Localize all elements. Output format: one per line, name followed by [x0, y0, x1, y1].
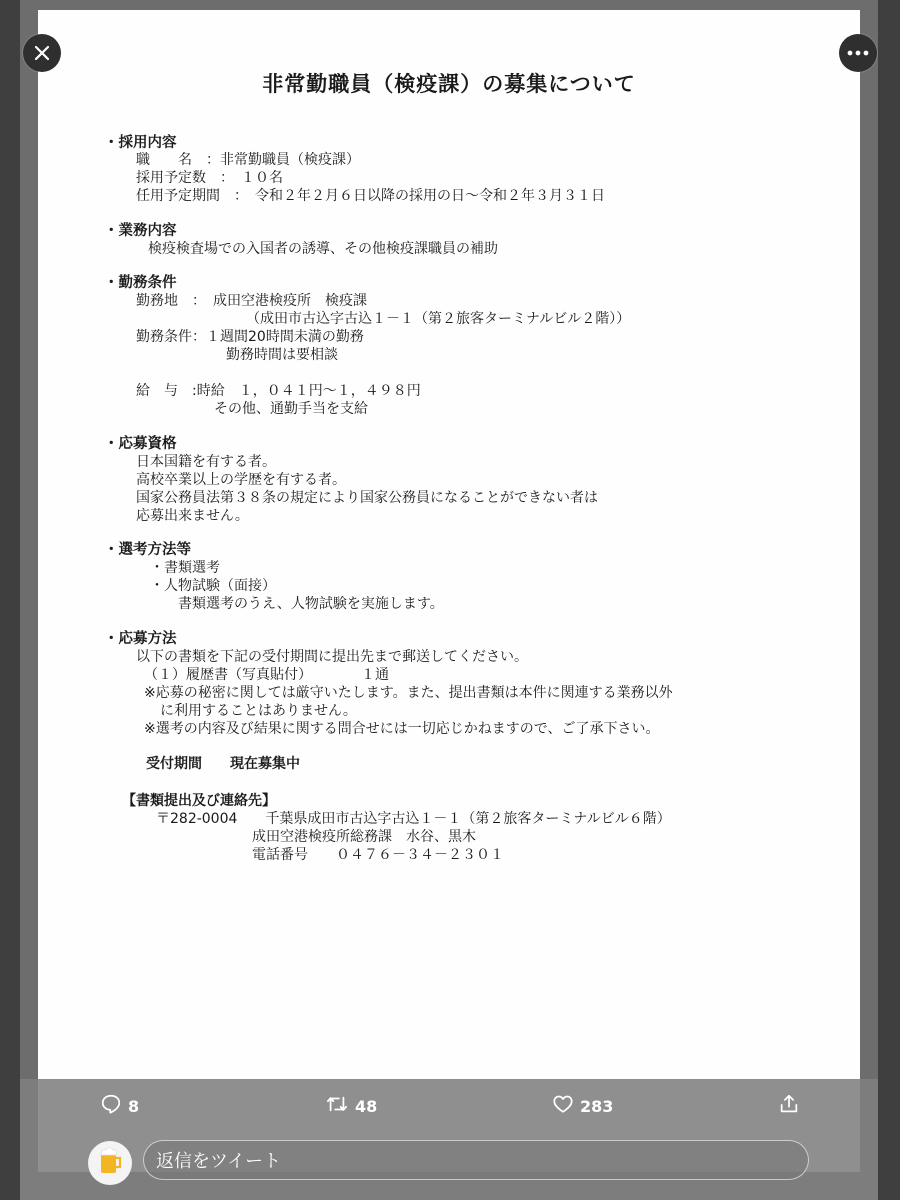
- reply-icon: [100, 1093, 122, 1119]
- section-heading: ・業務内容: [104, 223, 177, 239]
- doc-line: ・人物試験（面接）: [150, 578, 276, 594]
- doc-line: （１）履歴書（写真貼付） １通: [144, 667, 389, 683]
- reply-row: [20, 1137, 878, 1187]
- doc-line: 勤務地 ： 成田空港検疫所 検疫課: [136, 293, 367, 309]
- doc-line: 勤務条件：１週間20時間未満の勤務: [136, 329, 364, 345]
- doc-line: 以下の書類を下記の受付期間に提出先まで郵送してください。: [136, 649, 528, 665]
- doc-line: に利用することはありません。: [160, 703, 357, 719]
- more-options-button[interactable]: [839, 34, 877, 72]
- section-heading: ・採用内容: [104, 135, 177, 151]
- section-heading: ・応募資格: [104, 436, 177, 452]
- retweet-icon: [325, 1093, 349, 1119]
- reply-count: 8: [128, 1096, 140, 1116]
- doc-line: その他、通勤手当を支給: [214, 401, 368, 417]
- doc-line: 給 与 :時給 １，０４１円～１，４９８円: [136, 383, 421, 399]
- doc-line: 成田空港検疫所総務課 水谷、黒木: [252, 829, 476, 845]
- doc-line-period: 受付期間 現在募集中: [146, 756, 300, 772]
- document-image: [38, 10, 860, 1172]
- doc-line: 国家公務員法第３８条の規定により国家公務員になることができない者は: [136, 490, 598, 506]
- doc-line: ※選考の内容及び結果に関する問合せには一切応じかねますので、ご了承下さい。: [144, 721, 660, 737]
- retweet-count: 48: [355, 1096, 378, 1116]
- frame-right: [878, 0, 900, 1200]
- more-icon: [847, 50, 869, 56]
- reply-input[interactable]: [143, 1140, 809, 1180]
- share-button[interactable]: [778, 1093, 800, 1119]
- doc-line: 任用予定期間 ： 令和２年２月６日以降の採用の日～令和２年３月３１日: [136, 188, 605, 204]
- document-title: 非常勤職員（検疫課）の募集について: [262, 72, 636, 96]
- heart-icon: [552, 1093, 574, 1119]
- section-heading: ・選考方法等: [104, 542, 191, 558]
- reply-button[interactable]: [100, 1093, 139, 1119]
- doc-line: ・書類選考: [150, 560, 220, 576]
- doc-line: 電話番号 ０４７６－３４－２３０１: [252, 847, 504, 863]
- doc-line: 書類選考のうえ、人物試験を実施します。: [178, 596, 444, 612]
- beer-icon: [97, 1145, 123, 1181]
- doc-line: （成田市古込字古込１－１（第２旅客ターミナルビル２階））: [246, 311, 631, 327]
- share-icon: [778, 1093, 800, 1119]
- frame-left: [0, 0, 20, 1200]
- doc-line: 日本国籍を有する者。: [136, 454, 276, 470]
- reply-placeholder: 返信をツイート: [156, 1151, 282, 1172]
- doc-line: 〒282-0004 千葉県成田市古込字古込１－１（第２旅客ターミナルビル６階）: [156, 811, 671, 827]
- section-heading: ・勤務条件: [104, 275, 177, 291]
- doc-line-contact-heading: 【書類提出及び連絡先】: [122, 793, 276, 809]
- doc-line: 応募出来ません。: [136, 508, 249, 524]
- doc-line: ※応募の秘密に関しては厳守いたします。また、提出書類は本件に関連する業務以外: [144, 685, 673, 701]
- avatar[interactable]: [88, 1141, 132, 1185]
- doc-line: 職 名 ：非常勤職員（検疫課）: [136, 152, 360, 168]
- doc-line: 勤務時間は要相談: [226, 347, 338, 363]
- doc-line: 採用予定数 ： １０名: [136, 170, 283, 186]
- doc-line: 高校卒業以上の学歴を有する者。: [136, 472, 346, 488]
- retweet-button[interactable]: [325, 1093, 377, 1119]
- tweet-action-bar: [20, 1079, 878, 1200]
- doc-line: 検疫検査場での入国者の誘導、その他検疫課職員の補助: [148, 241, 498, 257]
- close-button[interactable]: [23, 34, 61, 72]
- like-count: 283: [580, 1096, 614, 1116]
- close-icon: [33, 44, 51, 62]
- like-button[interactable]: [552, 1093, 613, 1119]
- section-heading: ・応募方法: [104, 631, 177, 647]
